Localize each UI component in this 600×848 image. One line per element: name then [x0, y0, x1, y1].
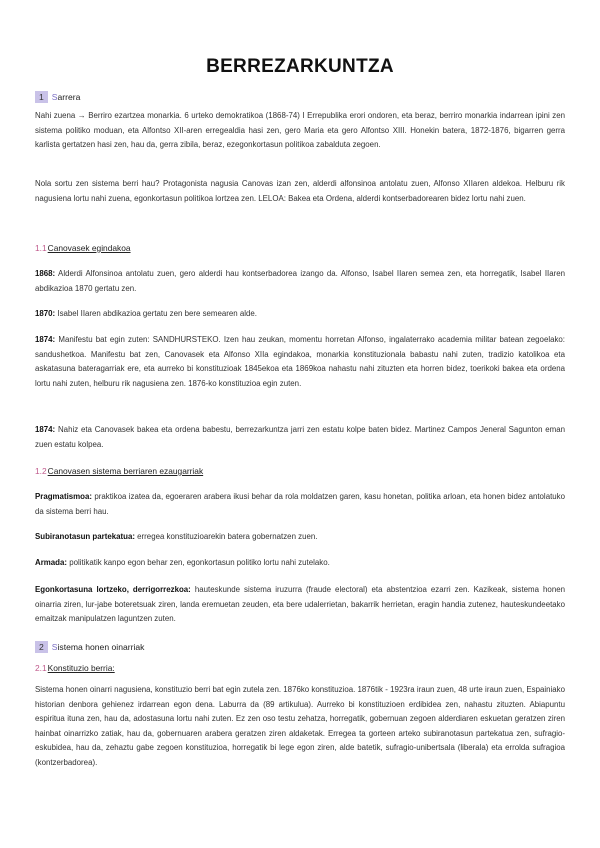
paragraph [35, 583, 565, 627]
paragraph-text: Alderdi Alfonsinoa antolatu zuen, gero alderdi hau kontserbadorea izango da. Alfonso, Isabel IIaren semea zen, eta horregatik, Isabel IIaren abdikazioa 1870 gertatu zen. [35, 269, 565, 293]
subsection-heading [35, 663, 115, 673]
subsection-heading [35, 243, 131, 253]
subsection-label: Canovasek egindakoa [47, 243, 131, 253]
subsection-label: Canovasen sistema berriaren ezaugarriak [47, 466, 204, 476]
paragraph-lead: Pragmatismoa: [35, 492, 93, 501]
paragraph: Sistema honen oinarri nagusiena, konstituzio berri bat egin zutela zen. 1876ko konstituzioa. 1876tik - 1923ra iraun zuen, 48 urte iraun zuen, Espainiako historian denbora gehienez irdarrean egon dena. Laburra da (89 artikulua). Aurreko bi konstituzioen erdibidea zen, nahastu zituzten. Abiapuntu espiritua ituna zen, hau da, adostasuna lortu nahi zuten. Ez zen oso testu zehatza, horregatik, gobernuan zegoen alderdiaren eskuetan geratzen ziren hainbat oinarrizko zatiak, hau da, gobernuaren arabera geratzen ziren aldaketak. Erregea ta gorteen arteko subiranotasun partekatua zen, sufragio-eskubidea, hau da, zehaztu gabe zegoen konstituzioa, horregatik bi lege egon ziren, alde batetik, sufragio-unibertsala (liberala) eta errolda sufragioa (kontzerbadorea). [35, 685, 565, 767]
subsection-number: 2.1 [35, 663, 47, 673]
section-label: arrera [57, 92, 81, 102]
paragraph-text: Nahiz eta Canovasek bakea eta ordena babestu, berrezarkuntza jarri zen estatu kolpe baten bidez. Martinez Campos Jeneral Sagunton eman zuen estatu kolpea. [35, 425, 565, 449]
paragraph-text: politikatik kanpo egon behar zen, egonkortasun politiko lortu nahi zutelako. [67, 558, 330, 567]
subsection-number: 1.2 [35, 466, 47, 476]
section-number: 1 [35, 91, 48, 103]
paragraph-text: praktikoa izatea da, egoeraren arabera ikusi behar da rola moldatzen garen, kasu honetan, politika arloan, eta honen bidez antolatuko da sistema berri hau. [35, 492, 565, 516]
section-label: istema honen oinarriak [57, 642, 145, 652]
subsection-heading [35, 466, 203, 476]
paragraph-lead: Egonkortasuna lortzeko, derrigorrezkoa: [35, 585, 191, 594]
paragraph [35, 530, 565, 545]
subsection-number: 1.1 [35, 243, 47, 253]
paragraph-lead: Armada: [35, 558, 68, 567]
section-initial: S [51, 642, 58, 652]
paragraph-lead: 1870: [35, 309, 56, 318]
paragraph-text: erregea konstituzioarekin batera gobernatzen zuen. [134, 532, 318, 541]
paragraph-lead: 1874: [35, 425, 56, 434]
subsection-label: Konstituzio berria: [47, 663, 115, 673]
paragraph-lead: 1868: [35, 269, 56, 278]
paragraph [35, 556, 565, 571]
section-heading-sistema [35, 641, 144, 653]
paragraph [35, 490, 565, 519]
section-heading-sarrera [35, 91, 80, 103]
paragraph: Nola sortu zen sistema berri hau? Protagonista nagusia Canovas izan zen, alderdi alfonsinoa antolatu zuen, Alfonso XIIaren aldekoa. Helburu rik nagusiena lortu nahi zuena, egonkortasun politikoa lortzea zen. LELOA: Bakea eta Ordena, alderdi kontserbadorearen bidez lortu nahi zuen. [35, 179, 565, 203]
section-number: 2 [35, 641, 48, 653]
section-initial: S [51, 92, 58, 102]
paragraph-lead: 1874: [35, 335, 56, 344]
paragraph [35, 333, 565, 391]
paragraph-lead: Subiranotasun partekatua: [35, 532, 135, 541]
paragraph: Nahi zuena → Berriro ezartzea monarkia. 6 urteko demokratikoa (1868-74) I Errepublika erori ondoren, eta beraz, berriro monarkia indarrean ipini zen sistema politiko moduan, eta Alfontso XII-aren erregealdia hasi zen, gero Maria eta gero Alfontso XIII. Honekin batera, 1872-1876, bigarren gerra karlista gertatzen hasi zen, hau da, gerra zibila, beraz, ezegonkortasun politikoa zabalduta zegoen. [35, 111, 565, 149]
paragraph-text: Isabel IIaren abdikazioa gertatu zen bere semearen alde. [55, 309, 257, 318]
paragraph [35, 423, 565, 452]
paragraph [35, 267, 565, 296]
document-title: BERREZARKUNTZA [206, 56, 394, 77]
paragraph [35, 307, 565, 322]
paragraph-text: hauteskunde sistema iruzurra (fraude electoral) eta abstentzioa ezarri zen. Kazikeak, sistema honen oinarria ziren, lur-jabe boteretsuak ziren, landa eremuetan zeuden, eta bere udalerrietan, bakarrik herrietan, eragin handia zutenez, hauteskundeetako emaitzak manipulatzen laguntzen zuten. [35, 585, 565, 623]
paragraph-text: Manifestu bat egin zuten: SANDHURSTEKO. Izen hau zeukan, momentu horretan Alfonso, ingalaterrako academia militar batean zegoelako: sandushetkoa. Manifestu bat zen, Canovasek eta Alfonso XIIa egindakoa, monarkia konstituzionala babastu nahi zuten, tradizio katolikoa eta askatasuna bateragarriak ere, eta aurreko bi konstituzioak 1845ekoa eta 1869koa nahastu nahi zituzten eta horren bidez, toerikoki bakea eta ordena lortu nahi zuten, helburu rik nagusiena zen. 1876-ko konstituzioa egin zuten. [35, 335, 565, 388]
